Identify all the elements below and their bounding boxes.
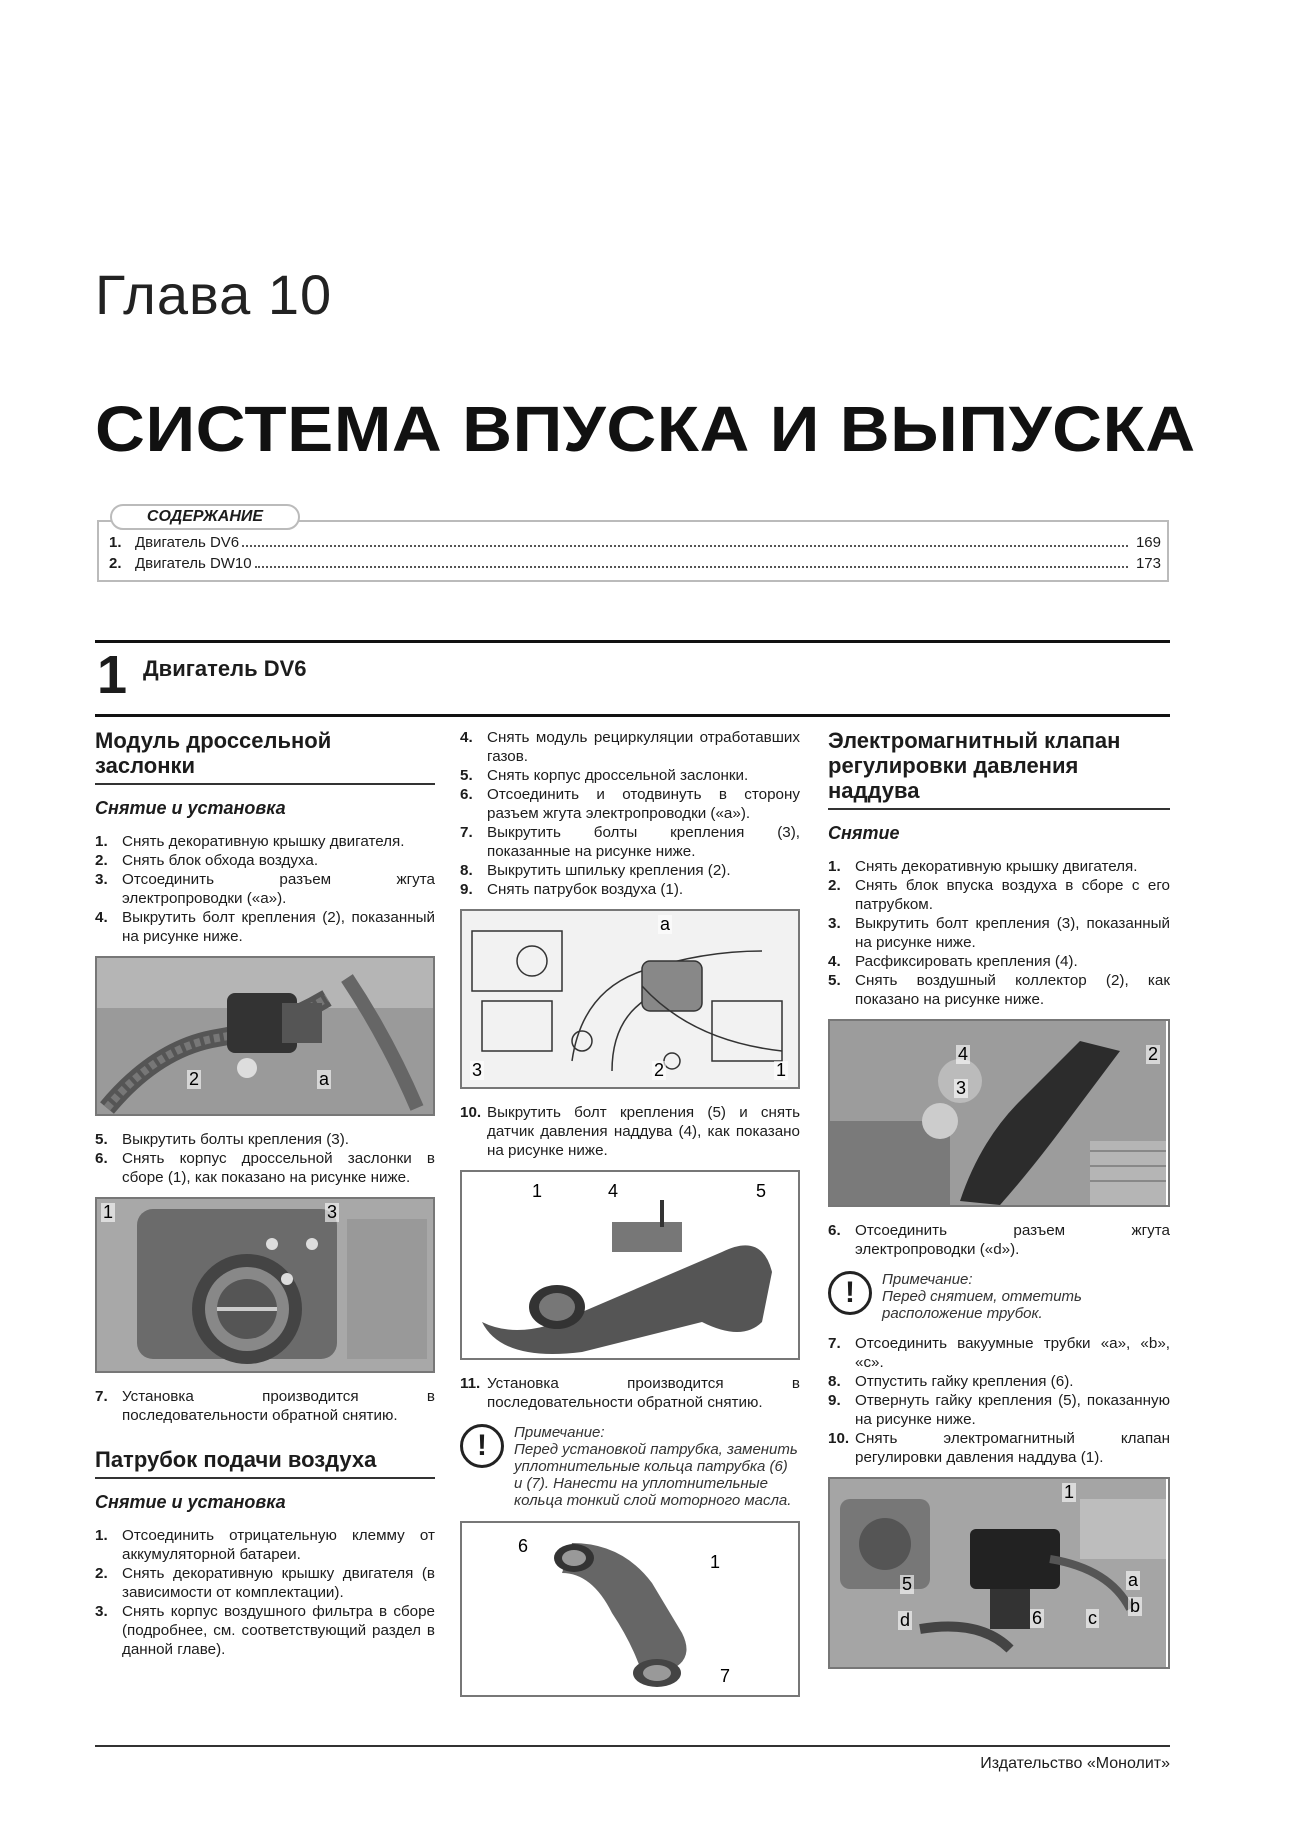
toc-dots: [255, 566, 1128, 568]
throttle-body-illustration: [97, 1199, 433, 1371]
section-bottom-rule: [95, 714, 1170, 717]
callout-6: 6: [1032, 1608, 1043, 1628]
figure-throttle-body: [95, 1197, 435, 1373]
subheading-removal: Снятие и установка: [95, 798, 286, 818]
list-item: 10. Снять электромагнитный клапан регулировки давления наддува (1).: [828, 1430, 1170, 1466]
note-body: Перед установкой патрубка, заменить уплотнительные кольца патрубка (6) и (7). Нанести на уплотнительные кольца тонкий слой моторного масла.: [514, 1441, 798, 1509]
note-body: Перед снятием, отметить расположение трубок.: [882, 1288, 1082, 1322]
callout-4: 4: [958, 1044, 969, 1064]
list-item: 2. Снять блок обхода воздуха.: [95, 852, 319, 869]
callout-1: 1: [710, 1552, 721, 1572]
callout-b: b: [1130, 1596, 1141, 1616]
toc-item-num: 2.: [109, 555, 122, 572]
list-item: 4. Выкрутить болт крепления (2), показанный на рисунке ниже.: [95, 909, 435, 945]
toc-item-page: 169: [1135, 534, 1161, 551]
note-text: [882, 1271, 1170, 1322]
callout-2: 2: [654, 1060, 665, 1080]
list-item: 5. Снять корпус дроссельной заслонки.: [460, 767, 749, 784]
list-item: 2. Снять блок впуска воздуха в сборе с его патрубком.: [828, 877, 1170, 913]
warning-icon: !: [460, 1424, 504, 1468]
callout-a: a: [1128, 1570, 1139, 1590]
list-item: 11. Установка производится в последовательности обратной снятию.: [460, 1375, 800, 1411]
footer-rule: [95, 1745, 1170, 1747]
callout-a: a: [319, 1069, 330, 1089]
toc-item[interactable]: [109, 555, 1161, 572]
callout-1: 1: [532, 1181, 543, 1201]
list-item: 7. Отсоединить вакуумные трубки «а», «b», «c».: [828, 1335, 1170, 1371]
warning-icon: !: [828, 1271, 872, 1315]
column-3: [828, 728, 1170, 1683]
callout-1: 1: [1064, 1482, 1075, 1502]
section-top-rule: [95, 640, 1170, 643]
boost-valve-illustration: [830, 1479, 1166, 1667]
list-item: 9. Отвернуть гайку крепления (5), показанную на рисунке ниже.: [828, 1392, 1170, 1428]
callout-5: 5: [756, 1181, 767, 1201]
list-item: 3. Отсоединить разъем жгута электропроводки («а»).: [95, 871, 435, 907]
intake-pipe-illustration: [462, 1172, 798, 1358]
section-title: Двигатель DV6: [143, 656, 307, 681]
column-1: [95, 728, 435, 1659]
subheading-removal: Снятие: [828, 823, 900, 843]
note-title: Примечание:: [882, 1271, 973, 1288]
toc-item-page: 173: [1135, 555, 1161, 572]
chapter-label: Глава 10: [95, 263, 333, 326]
list-item: 1. Снять декоративную крышку двигателя.: [95, 833, 405, 850]
heading-air-intake-pipe: Патрубок подачи воздуха: [95, 1447, 435, 1479]
figure-air-pipe-engine: [460, 909, 800, 1089]
callout-d: d: [900, 1610, 911, 1630]
callout-7: 7: [720, 1666, 731, 1686]
callout-3: 3: [472, 1060, 483, 1080]
callout-c: c: [1088, 1608, 1097, 1628]
callout-6: 6: [518, 1536, 529, 1556]
list-item: 8. Выкрутить шпильку крепления (2).: [460, 862, 731, 879]
publisher-footer: Издательство «Монолит»: [980, 1755, 1170, 1772]
toc-item-text: Двигатель DV6: [135, 534, 240, 551]
toc-item-text: Двигатель DW10: [135, 555, 252, 572]
callout-a: a: [660, 914, 671, 934]
list-item: 5. Выкрутить болты крепления (3).: [95, 1131, 350, 1148]
figure-air-pipe: [460, 1521, 800, 1697]
list-item: 4. Снять модуль рециркуляции отработавших газов.: [460, 729, 800, 765]
heading-throttle-module: Модуль дроссельной заслонки: [95, 728, 435, 785]
callout-4: 4: [608, 1181, 619, 1201]
list-item: 9. Снять патрубок воздуха (1).: [460, 881, 684, 898]
list-item: 4. Расфиксировать крепления (4).: [828, 953, 1078, 970]
list-item: 1. Снять декоративную крышку двигателя.: [828, 858, 1138, 875]
list-item: 3. Выкрутить болт крепления (3), показанный на рисунке ниже.: [828, 915, 1170, 951]
heading-boost-valve: Электромагнитный клапан регулировки давления наддува: [828, 728, 1170, 810]
page-title: СИСТЕМА ВПУСКА И ВЫПУСКА: [95, 393, 1196, 465]
list-item: 7. Установка производится в последовательности обратной снятию.: [95, 1388, 435, 1424]
figure-throttle-connector: [95, 956, 435, 1116]
section-number: 1: [97, 645, 128, 705]
callout-3: 3: [956, 1078, 967, 1098]
callout-1: 1: [776, 1060, 787, 1080]
figure-air-collector: [828, 1019, 1170, 1207]
toc-item[interactable]: [109, 534, 1161, 551]
note-block: [460, 1424, 800, 1509]
list-item: 1. Отсоединить отрицательную клемму от аккумуляторной батареи.: [95, 1527, 435, 1563]
callout-5: 5: [902, 1574, 913, 1594]
subheading-removal: Снятие и установка: [95, 1492, 286, 1512]
note-title: Примечание:: [514, 1424, 605, 1441]
callout-1: 1: [103, 1202, 114, 1222]
list-item: 10. Выкрутить болт крепления (5) и снять датчик давления наддува (4), как показано на рисунке ниже.: [460, 1104, 800, 1159]
figure-boost-sensor: [460, 1170, 800, 1360]
list-item: 8. Отпустить гайку крепления (6).: [828, 1373, 1074, 1390]
column-2: [460, 728, 800, 1711]
list-item: 7. Выкрутить болты крепления (3), показанные на рисунке ниже.: [460, 824, 800, 860]
callout-2: 2: [1148, 1044, 1159, 1064]
list-item: 5. Снять воздушный коллектор (2), как показано на рисунке ниже.: [828, 972, 1170, 1008]
callout-3: 3: [327, 1202, 338, 1222]
figure-boost-valve: [828, 1477, 1170, 1669]
callout-2: 2: [189, 1069, 200, 1089]
list-item: 6. Отсоединить разъем жгута электропроводки («d»).: [828, 1222, 1170, 1258]
line-drawing-engine: [462, 911, 798, 1087]
engine-photo-illustration: [97, 958, 433, 1114]
toc-dots: [242, 545, 1128, 547]
air-pipe-illustration: [462, 1523, 798, 1695]
note-text: [514, 1424, 800, 1509]
note-block: [828, 1271, 1170, 1322]
list-item: 2. Снять декоративную крышку двигателя (в зависимости от комплектации).: [95, 1565, 435, 1601]
toc-label: СОДЕРЖАНИЕ: [110, 504, 300, 530]
list-item: 6. Отсоединить и отодвинуть в сторону разъем жгута электропроводки («а»).: [460, 786, 800, 822]
air-collector-illustration: [830, 1021, 1166, 1205]
toc-item-num: 1.: [109, 534, 122, 551]
list-item: 6. Снять корпус дроссельной заслонки в сборе (1), как показано на рисунке ниже.: [95, 1150, 435, 1186]
list-item: 3. Снять корпус воздушного фильтра в сборе (подробнее, см. соответствующий раздел в данной главе).: [95, 1603, 435, 1658]
